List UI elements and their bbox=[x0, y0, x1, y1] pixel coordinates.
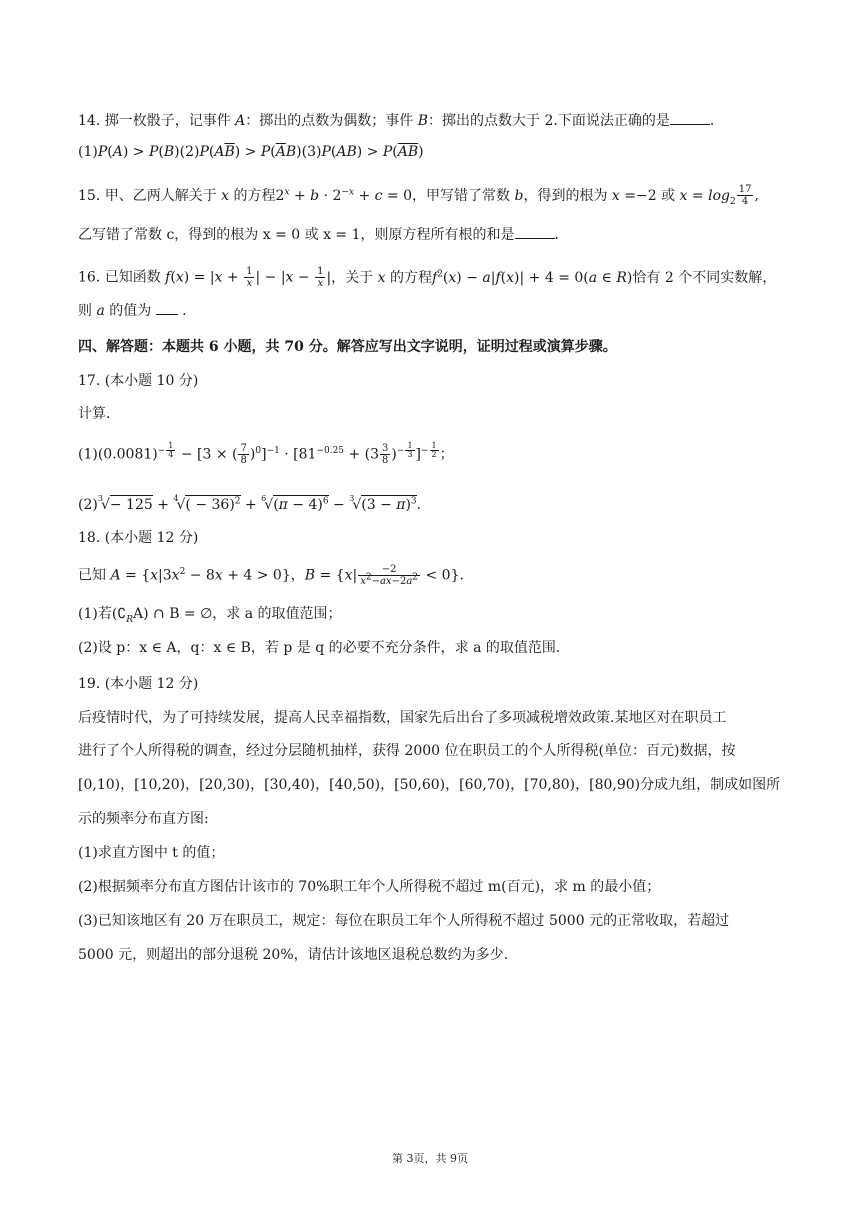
q19-sub3a: (3)已知该地区有 20 万在职员工，规定：每位在职员工年个人所得税不超过 5000 元的正常收取，若超过 bbox=[78, 913, 730, 929]
q14-text-b: ：掷出的点数为偶数；事件 bbox=[245, 113, 418, 129]
q15-line2: 乙写错了常数 c，得到的根为 x = 0 或 x = 1，则原方程所有根的和是 . bbox=[78, 224, 788, 246]
q15-text: 15. 甲、乙两人解关于 x 的方程$2^x + b \cdot 2^{-x} + c = 0$，甲写错了常数 b，得到的根为 x =−2 或 $x = \log_2$ bbox=[78, 186, 736, 207]
q16-fraction-2: $\frac{1}{x}$ bbox=[317, 266, 324, 289]
q16-fraction-1: $\frac{1}{x}$ bbox=[246, 266, 253, 289]
q14-options bbox=[78, 141, 788, 163]
q19-para4: 示的频率分布直方图: bbox=[78, 811, 209, 827]
q17-header: 17. (本小题 10 分) bbox=[78, 373, 199, 389]
q15-text-line2: 乙写错了常数 c，得到的根为 x = 0 或 x = 1，则原方程所有根的和是 bbox=[78, 227, 515, 243]
q19-para2: 进行了个人所得税的调查，经过分层随机抽样，获得 2000 位在职员工的个人所得税(单位：百元)数据，按 bbox=[78, 743, 736, 759]
q18-part2: (2)设 p：x ∈ A，q：x ∈ B，若 p 是 q 的必要不充分条件，求 a 的取值范围. bbox=[78, 640, 561, 656]
q16-text-mid: | − |x − bbox=[255, 269, 315, 286]
q16-line1 bbox=[78, 266, 788, 289]
q15-answer-blank bbox=[515, 224, 555, 239]
q14-text: 14. 掷一枚骰子，记事件 bbox=[78, 113, 236, 129]
q18-header: 18. (本小题 12 分) bbox=[78, 530, 199, 546]
q16-text: 16. 已知函数 f(x) = |x + bbox=[78, 269, 244, 286]
q19-sub1: (1)求直方图中 t 的值； bbox=[78, 845, 225, 861]
q14-text-c: ：掷出的点数大于 2.下面说法正确的是 bbox=[428, 113, 670, 129]
q19-sub3b: 5000 元，则超出的部分退税 20%，请估计该地区退税总数约为多少. bbox=[78, 947, 509, 963]
q14-answer-blank bbox=[670, 110, 710, 125]
q14-event-b: B bbox=[417, 113, 429, 129]
q14-line1: 14. 掷一枚骰子，记事件 A：掷出的点数为偶数；事件 B：掷出的点数大于 2.下面说法正确的是 . bbox=[78, 110, 788, 132]
q18-sets: 已知 $A = \{x|3x^2 - 8x + 4 > 0\}$，B = {x| $\frac{-2}{x^2-ax-2a^2}$ < 0}. bbox=[78, 564, 464, 587]
q17-part1: $(1)(0.0081)^{- \frac{1}{4}}$ − [3 × ( $\frac{7}{8}$ )$^0]^{-1} \cdot [81^{-0.25} + (3$ $\frac{3}{8}$ )$^{- \frac{1}{3}}$ ]$^{- \frac{1}{2}}$ ； bbox=[78, 441, 454, 467]
section-4-heading: 四、解答题：本题共 6 小题，共 70 分。解答应写出文字说明，证明过程或演算步骤。 bbox=[78, 339, 617, 355]
q17-prompt: 计算. bbox=[78, 406, 111, 422]
q16-line2: 则 a 的值为 . bbox=[78, 300, 788, 322]
q19-para1: 后疫情时代，为了可持续发展，提高人民幸福指数，国家先后出台了多项减税增效政策.某地区对在职员工 bbox=[78, 710, 727, 726]
q14-options-text: $(1)P(A) > P(B)(2)P(A\overline{B}) > P(\overline{A}B)(3)P(AB) > P(\overline{AB})$ bbox=[78, 144, 424, 160]
q16-text-line2: 则 a 的值为 bbox=[78, 303, 152, 319]
q15-fraction: $\frac{17}{4}$ bbox=[738, 184, 752, 207]
page-footer: 第 3页，共 9页 bbox=[392, 1152, 468, 1165]
q19-header: 19. (本小题 12 分) bbox=[78, 676, 199, 692]
q16-answer-blank bbox=[156, 300, 178, 315]
q16-text-end: |，关于 x 的方程$f^2(x) - a|f(x)| + 4 = 0(a$ ∈ R)恰有 2 个不同实数解， bbox=[326, 268, 777, 286]
q19-sub2: (2)根据频率分布直方图估计该市的 70%职工年个人所得税不超过 m(百元)，求 m 的最小值； bbox=[78, 879, 661, 895]
q15-line1: 15. 甲、乙两人解关于 x 的方程$2^x + b \cdot 2^{-x} + c = 0$，甲写错了常数 b，得到的根为 x =−2 或 $x = \log_2$ $\frac{17}{4}$ , bbox=[78, 184, 759, 207]
q17-part2: $(2)^3√- 125 + ^4√( - 36)^2 + ^6√(\pi - 4)^6 - ^3√(3 - \pi)^3$. bbox=[78, 494, 422, 513]
q14-event-a: A bbox=[235, 113, 246, 129]
q19-para3: [0,10)，[10,20)，[20,30)，[30,40)，[40,50)，[50,60)，[60,70)，[70,80)，[80,90)分成九组，制成如图所 bbox=[78, 777, 781, 793]
q18-part1: (1)若$(∁_RA)$ ∩ B = ∅，求 a 的取值范围； bbox=[78, 606, 342, 625]
